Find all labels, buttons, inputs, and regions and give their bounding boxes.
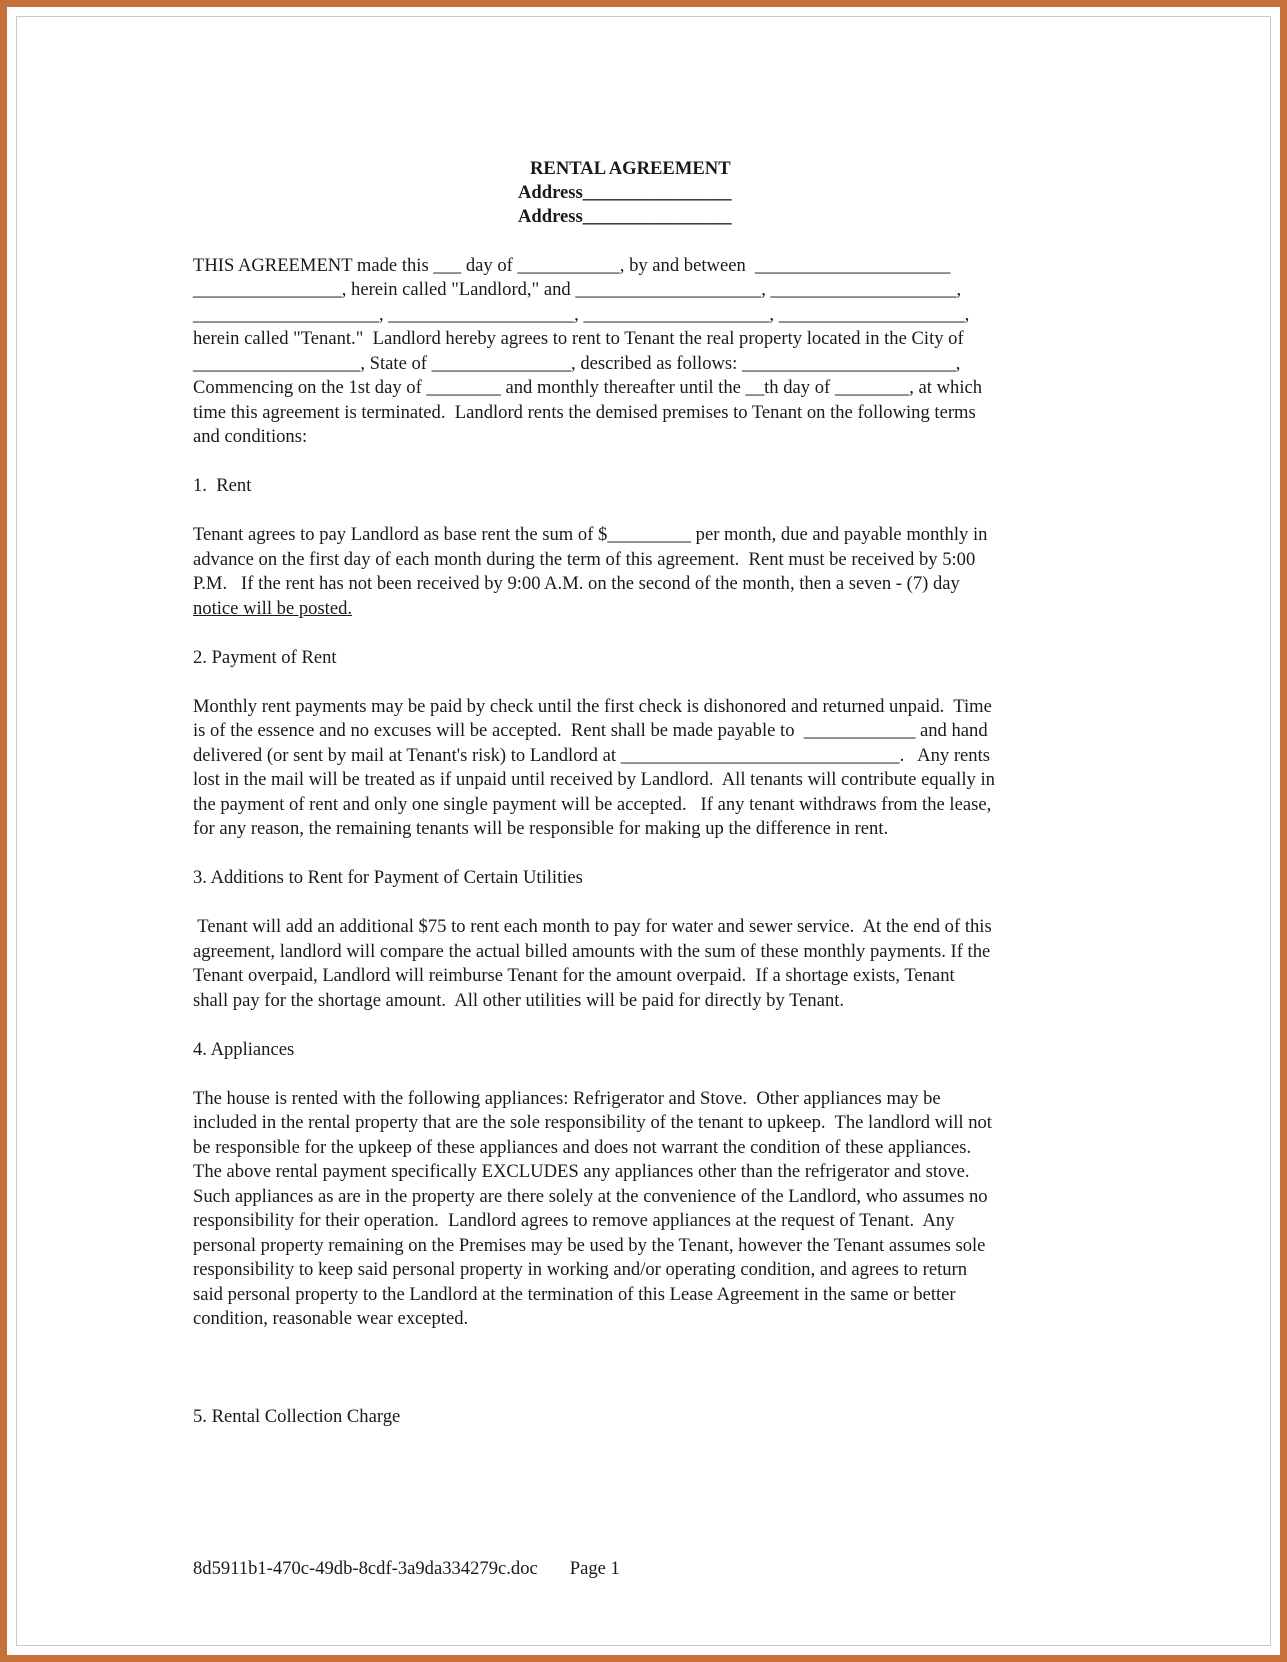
section-line: The house is rented with the following appliances: Refrigerator and Stove. Other appliances may be bbox=[193, 1087, 941, 1109]
section-line: agreement, landlord will compare the actual billed amounts with the sum of these monthly payments. If the bbox=[193, 940, 991, 962]
section-line: for any reason, the remaining tenants will be responsible for making up the difference in rent. bbox=[193, 818, 889, 839]
section-line: the payment of rent and only one single payment will be accepted. If any tenant withdraws from the lease, bbox=[193, 793, 992, 815]
document-title: RENTAL AGREEMENT bbox=[530, 158, 731, 179]
section-line: shall pay for the shortage amount. All other utilities will be paid for directly by Tenant. bbox=[193, 989, 845, 1011]
title-block bbox=[518, 157, 1098, 229]
section-line: said personal property to the Landlord at the termination of this Lease Agreement in the same or better bbox=[193, 1283, 956, 1305]
section-heading-appliances: 4. Appliances bbox=[193, 1038, 295, 1060]
intro-line: ________________, herein called "Landlord," and ____________________, ____________________, bbox=[193, 279, 962, 300]
section-heading-rent: 1. Rent bbox=[193, 475, 252, 496]
intro-line: time this agreement is terminated. Landlord rents the demised premises to Tenant on the following terms bbox=[193, 401, 976, 423]
section-line: personal property remaining on the Premises may be used by the Tenant, however the Tenant assumes sole bbox=[193, 1234, 986, 1256]
section-line: lost in the mail will be treated as if unpaid until received by Landlord. All tenants will contribute equally in bbox=[193, 769, 995, 790]
section-heading-utilities: 3. Additions to Rent for Payment of Certain Utilities bbox=[193, 867, 583, 888]
page-footer bbox=[193, 1558, 620, 1580]
section-line: Monthly rent payments may be paid by check until the first check is dishonored and returned unpaid. Time bbox=[193, 695, 992, 717]
intro-line: Commencing on the 1st day of ________ and monthly thereafter until the __th day of ________, at which bbox=[193, 377, 983, 398]
section-line: is of the essence and no excuses will be accepted. Rent shall be made payable to ____________ and hand bbox=[193, 720, 988, 741]
section-line: responsibility for their operation. Landlord agrees to remove appliances at the request of Tenant. Any bbox=[193, 1210, 955, 1231]
address-line-2: Address________________ bbox=[518, 206, 732, 227]
section-line: Tenant will add an additional $75 to rent each month to pay for water and sewer service. At the end of this bbox=[193, 916, 992, 937]
section-line: Tenant agrees to pay Landlord as base rent the sum of $_________ per month, due and payable monthly in bbox=[193, 524, 988, 545]
section-line-underlined: notice will be posted. bbox=[193, 597, 353, 619]
intro-paragraph bbox=[193, 254, 1098, 450]
footer-page-number: Page 1 bbox=[569, 1558, 620, 1579]
intro-line: herein called "Tenant." Landlord hereby agrees to rent to Tenant the real property located in the City of bbox=[193, 328, 964, 349]
intro-line: THIS AGREEMENT made this ___ day of ___________, by and between _____________________ bbox=[193, 254, 951, 276]
intro-line: ____________________, ____________________, ____________________, ____________________, bbox=[193, 303, 970, 325]
section-line: The above rental payment specifically EXCLUDES any appliances other than the refrigerator and stove. bbox=[193, 1161, 970, 1182]
footer-filename: 8d5911b1-470c-49db-8cdf-3a9da334279c.doc bbox=[193, 1558, 538, 1579]
section-line: advance on the first day of each month during the term of this agreement. Rent must be received by 5:00 bbox=[193, 548, 976, 570]
intro-line: __________________, State of _______________, described as follows: _______________________, bbox=[193, 352, 961, 374]
section-line: condition, reasonable wear excepted. bbox=[193, 1308, 469, 1329]
section-line: Such appliances as are in the property are there solely at the convenience of the Landlord, who assumes no bbox=[193, 1185, 988, 1207]
section-line: be responsible for the upkeep of these appliances and does not warrant the condition of these appliances. bbox=[193, 1136, 972, 1158]
section-heading-rental-collection-charge: 5. Rental Collection Charge bbox=[193, 1406, 401, 1427]
section-line: P.M. If the rent has not been received by 9:00 A.M. on the second of the month, then a seven - (7) day bbox=[193, 573, 960, 594]
intro-line: and conditions: bbox=[193, 426, 308, 447]
document-body bbox=[193, 157, 1098, 1430]
section-line: responsibility to keep said personal property in working and/or operating condition, and agrees to return bbox=[193, 1259, 968, 1280]
section-heading-payment-of-rent: 2. Payment of Rent bbox=[193, 646, 337, 668]
section-line: included in the rental property that are the sole responsibility of the tenant to upkeep. The landlord will not bbox=[193, 1112, 992, 1133]
address-line-1: Address________________ bbox=[518, 182, 732, 203]
section-line: Tenant overpaid, Landlord will reimburse Tenant for the amount overpaid. If a shortage exists, Tenant bbox=[193, 965, 955, 986]
section-line: delivered (or sent by mail at Tenant's risk) to Landlord at ______________________________. Any rents bbox=[193, 744, 990, 766]
